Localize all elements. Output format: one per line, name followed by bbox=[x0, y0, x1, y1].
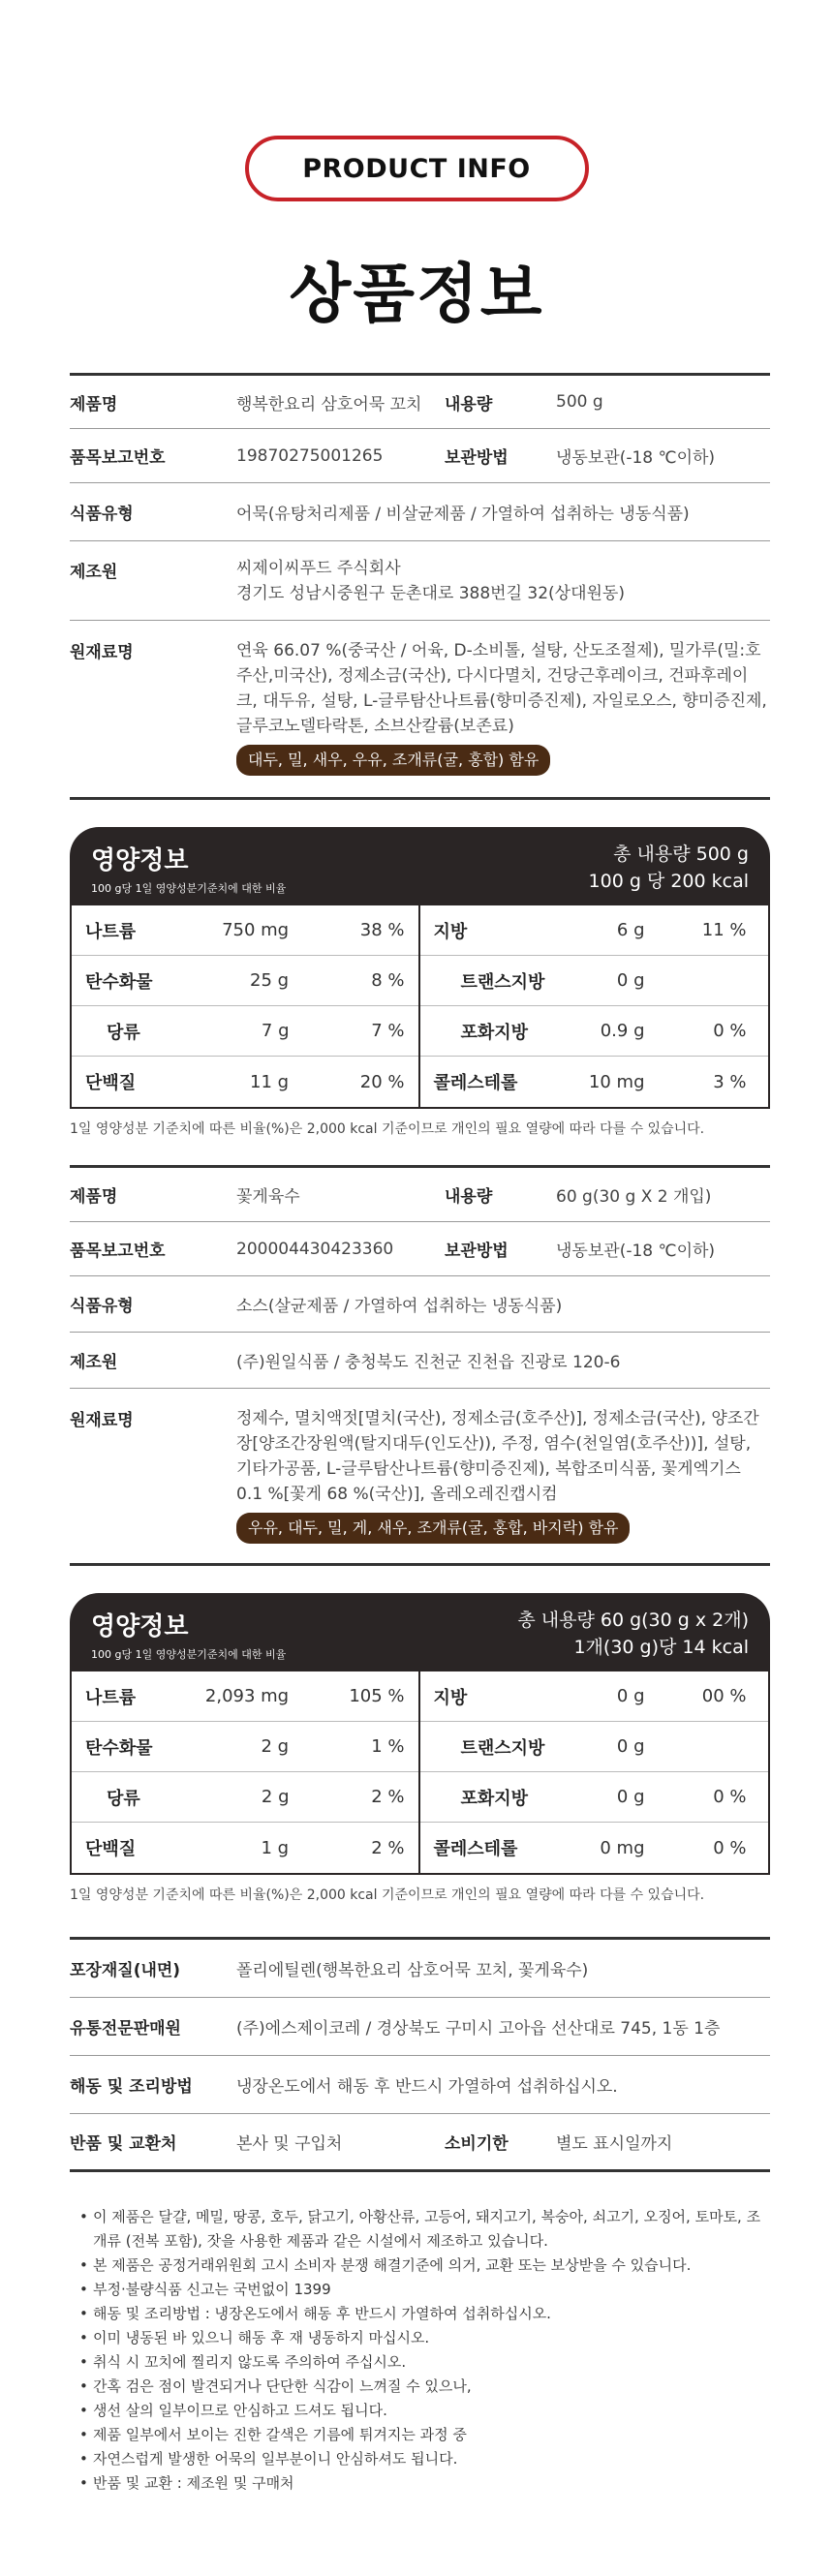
nutrient-pct: 2 % bbox=[371, 1787, 405, 1807]
nutrient-label: 트랜스지방 bbox=[460, 1737, 545, 1759]
product1-row-type bbox=[70, 483, 770, 541]
nutrient-pct: 105 % bbox=[349, 1686, 405, 1706]
nutrient-row bbox=[72, 905, 418, 956]
nutrient-row bbox=[72, 956, 418, 1006]
nutrient-value: 2 g bbox=[261, 1787, 290, 1807]
product1-row-report bbox=[70, 429, 770, 483]
label: 보관방법 bbox=[445, 1242, 509, 1261]
label: 제품명 bbox=[70, 394, 118, 414]
product2-row-ingredients bbox=[70, 1389, 770, 1566]
maker-name: 씨제이씨푸드 주식회사 bbox=[236, 558, 401, 578]
nutrient-pct: 8 % bbox=[371, 970, 405, 991]
food-type: 어묵(유탕처리제품 / 비살균제품 / 가열하여 섭취하는 냉동식품) bbox=[236, 505, 690, 524]
nutrient-row bbox=[420, 1772, 769, 1823]
allergen-badge: 우유, 대두, 밀, 게, 새우, 조개류(굴, 홍합, 바지락) 함유 bbox=[236, 1513, 630, 1544]
nutrient-value: 0 g bbox=[616, 970, 645, 991]
nutrient-value: 0 g bbox=[616, 1686, 645, 1706]
ingredients: 정제수, 멸치액젓[멸치(국산), 정제소금(호주산)], 정제소금(국산), 양조간장[양조간장원액(탈지대두(인도산)), 주정, 염수(천일염(호주산))], 설탕, 기타가공품, L-글루탐산나트륨(향미증진제), 복합조미식품, 꽃게엑기스 0.1 %[꽃게 68 %(국산)], 올레오레진캡시컴 bbox=[236, 1409, 759, 1504]
label: 반품 및 교환처 bbox=[70, 2134, 177, 2154]
return-place: 본사 및 구입처 bbox=[236, 2134, 343, 2154]
nutrient-pct: 20 % bbox=[359, 1071, 405, 1092]
nutrient-row bbox=[420, 1057, 769, 1107]
nutrient-label: 당류 bbox=[107, 1022, 140, 1043]
nutrient-value: 1 g bbox=[261, 1837, 290, 1858]
nutrition-footnote: 1일 영양성분 기준치에 따른 비율(%)은 2,000 kcal 기준이므로 개인의 필요 열량에 따라 다를 수 있습니다. bbox=[70, 1887, 705, 1903]
product2-row-maker bbox=[70, 1333, 770, 1389]
nutrient-pct: 11 % bbox=[701, 920, 747, 940]
nutrient-row bbox=[72, 1057, 418, 1107]
nutrition-header bbox=[70, 827, 770, 905]
nutrient-label: 단백질 bbox=[85, 1839, 137, 1859]
label: 식품유형 bbox=[70, 1297, 134, 1316]
page-title: 상품정보 bbox=[289, 257, 544, 331]
maker: (주)원일식품 / 충청북도 진천군 진천읍 진광로 120-6 bbox=[236, 1353, 621, 1372]
nutrient-row bbox=[420, 1722, 769, 1772]
nutrient-value: 2,093 mg bbox=[204, 1686, 290, 1706]
label: 품목보고번호 bbox=[70, 1242, 166, 1261]
label: 소비기한 bbox=[445, 2134, 509, 2154]
label: 보관방법 bbox=[445, 448, 509, 468]
nutrition-header bbox=[70, 1593, 770, 1671]
product1-table bbox=[70, 373, 770, 800]
note-item: • 제품 일부에서 보이는 진한 갈색은 기름에 튀겨지는 과정 중 bbox=[79, 2423, 770, 2447]
food-type: 소스(살균제품 / 가열하여 섭취하는 냉동식품) bbox=[236, 1297, 563, 1316]
nutrient-pct: 0 % bbox=[713, 1837, 747, 1858]
label: 포장재질(내면) bbox=[70, 1961, 181, 1980]
nutrient-row bbox=[72, 1671, 418, 1722]
maker bbox=[236, 556, 625, 606]
storage: 냉동보관(-18 ℃이하) bbox=[556, 1242, 716, 1261]
nutrient-value: 0 mg bbox=[600, 1837, 645, 1858]
label: 원재료명 bbox=[70, 643, 134, 662]
nutrient-row bbox=[72, 1772, 418, 1823]
nutrient-value: 10 mg bbox=[588, 1071, 645, 1092]
calories: 100 g 당 200 kcal bbox=[588, 871, 749, 892]
nutrient-value: 11 g bbox=[250, 1071, 290, 1092]
nutrient-pct: 0 % bbox=[713, 1021, 747, 1041]
volume: 60 g(30 g X 2 개입) bbox=[556, 1187, 712, 1207]
nutrition-subtitle: 100 g당 1일 영양성분기준치에 대한 비율 bbox=[91, 1648, 287, 1661]
label: 내용량 bbox=[445, 394, 493, 414]
storage: 냉동보관(-18 ℃이하) bbox=[556, 448, 716, 468]
label: 식품유형 bbox=[70, 505, 134, 524]
note-item: • 생선 살의 일부이므로 안심하고 드셔도 됩니다. bbox=[79, 2399, 770, 2423]
label: 품목보고번호 bbox=[70, 448, 166, 468]
nutrition-title: 영양정보 bbox=[91, 1612, 189, 1641]
label: 내용량 bbox=[445, 1187, 493, 1207]
product2-table bbox=[70, 1165, 770, 1566]
total-amount: 총 내용량 60 g(30 g x 2개) bbox=[517, 1610, 749, 1631]
nutrient-value: 0 g bbox=[616, 1736, 645, 1757]
nutrient-label: 포화지방 bbox=[460, 1788, 529, 1809]
nutrient-value: 750 mg bbox=[222, 920, 290, 940]
nutrient-row bbox=[72, 1722, 418, 1772]
note-item: • 본 제품은 공정거래위원회 고시 소비자 분쟁 해결기준에 의거, 교환 또는 보상받을 수 있습니다. bbox=[79, 2254, 770, 2278]
report-number: 19870275001265 bbox=[236, 445, 384, 466]
nutrition-panel-2 bbox=[70, 1593, 770, 1875]
nutrient-pct: 0 % bbox=[713, 1787, 747, 1807]
nutrient-label: 나트륨 bbox=[85, 1687, 137, 1708]
nutrient-label: 콜레스테롤 bbox=[433, 1839, 518, 1859]
nutrient-value: 6 g bbox=[616, 920, 645, 940]
nutrient-label: 탄수화물 bbox=[85, 1737, 153, 1759]
label: 원재료명 bbox=[70, 1411, 134, 1430]
note-item: • 부정·불량식품 신고는 국번없이 1399 bbox=[79, 2278, 770, 2302]
nutrient-label: 나트륨 bbox=[85, 921, 137, 942]
seller: (주)에스제이코레 / 경상북도 구미시 고아읍 선산대로 745, 1동 1층 bbox=[236, 2019, 721, 2039]
label: 제조원 bbox=[70, 1353, 118, 1372]
nutrition-grid bbox=[70, 1671, 770, 1875]
report-number: 200004430423360 bbox=[236, 1239, 394, 1259]
note-item: • 이 제품은 달걀, 메밀, 땅콩, 호두, 닭고기, 아황산류, 고등어, 돼지고기, 복숭아, 쇠고기, 오징어, 토마토, 조개류 (전복 포함), 잣을 사용한 제품과 같은 시설에서 제조하고 있습니다. bbox=[79, 2205, 770, 2254]
nutrient-value: 0.9 g bbox=[600, 1021, 645, 1041]
nutrient-pct: 1 % bbox=[371, 1736, 405, 1757]
product2-row-name bbox=[70, 1168, 770, 1222]
note-item: • 취식 시 꼬치에 찔리지 않도록 주의하여 주십시오. bbox=[79, 2350, 770, 2375]
nutrition-title: 영양정보 bbox=[91, 846, 189, 875]
nutrient-label: 지방 bbox=[433, 921, 468, 942]
nutrient-value: 7 g bbox=[261, 1021, 290, 1041]
note-item: • 이미 냉동된 바 있으니 해동 후 재 냉동하지 마십시오. bbox=[79, 2326, 770, 2350]
product2-row-report bbox=[70, 1222, 770, 1276]
allergen-badge: 대두, 밀, 새우, 우유, 조개류(굴, 홍합) 함유 bbox=[236, 745, 550, 776]
volume: 500 g bbox=[556, 392, 603, 412]
note-item: • 반품 및 교환 : 제조원 및 구매처 bbox=[79, 2471, 770, 2496]
note-item: • 해동 및 조리방법 : 냉장온도에서 해동 후 반드시 가열하여 섭취하십시오. bbox=[79, 2302, 770, 2326]
total-amount: 총 내용량 500 g bbox=[613, 843, 749, 865]
nutrient-pct: 00 % bbox=[701, 1686, 747, 1706]
label: 해동 및 조리방법 bbox=[70, 2077, 193, 2097]
expiry: 별도 표시일까지 bbox=[556, 2134, 673, 2154]
product1-row-maker bbox=[70, 541, 770, 621]
nutrition-panel-1 bbox=[70, 827, 770, 1109]
nutrient-row bbox=[420, 1006, 769, 1057]
nutrient-row bbox=[420, 905, 769, 956]
product-name: 꽃게육수 bbox=[236, 1187, 300, 1207]
note-item: • 간혹 검은 점이 발견되거나 단단한 식감이 느껴질 수 있으나, bbox=[79, 2375, 770, 2399]
nutrient-label: 탄수화물 bbox=[85, 971, 153, 993]
label: 유통전문판매원 bbox=[70, 2019, 181, 2039]
packaging: 폴리에틸렌(행복한요리 삼호어묵 꼬치, 꽃게육수) bbox=[236, 1961, 589, 1980]
nutrient-label: 단백질 bbox=[85, 1073, 137, 1093]
nutrient-pct: 38 % bbox=[359, 920, 405, 940]
nutrient-row bbox=[420, 1823, 769, 1873]
thaw-row bbox=[70, 2056, 770, 2114]
seller-row bbox=[70, 1998, 770, 2056]
product-info-badge: PRODUCT INFO bbox=[245, 136, 589, 201]
packaging-row bbox=[70, 1940, 770, 1998]
ingredients: 연육 66.07 %(중국산 / 어육, D-소비톨, 설탕, 산도조절제), 밀가루(밀:호주산,미국산), 정제소금(국산), 다시다멸치, 건당근후레이크, 건파후레이크, 대두유, 설탕, L-글루탐산나트륨(향미증진제), 자일로오스, 향미증진제, 글루코노델타락톤, 소브산칼륨(보존료) bbox=[236, 641, 767, 736]
nutrient-label: 포화지방 bbox=[460, 1022, 529, 1043]
nutrition-footnote: 1일 영양성분 기준치에 따른 비율(%)은 2,000 kcal 기준이므로 개인의 필요 열량에 따라 다를 수 있습니다. bbox=[70, 1121, 705, 1137]
product2-row-type bbox=[70, 1276, 770, 1333]
nutrient-row bbox=[72, 1823, 418, 1873]
nutrient-value: 0 g bbox=[616, 1787, 645, 1807]
thaw-method: 냉장온도에서 해동 후 반드시 가열하여 섭취하십시오. bbox=[236, 2077, 618, 2097]
note-item: • 자연스럽게 발생한 어묵의 일부분이니 안심하셔도 됩니다. bbox=[79, 2447, 770, 2471]
maker-address: 경기도 성남시중원구 둔촌대로 388번길 32(상대원동) bbox=[236, 583, 625, 603]
calories: 1개(30 g)당 14 kcal bbox=[573, 1637, 749, 1658]
nutrient-label: 지방 bbox=[433, 1687, 468, 1708]
nutrient-value: 25 g bbox=[250, 970, 290, 991]
label: 제조원 bbox=[70, 563, 118, 582]
nutrient-label: 트랜스지방 bbox=[460, 971, 545, 993]
nutrient-pct: 2 % bbox=[371, 1837, 405, 1858]
nutrition-subtitle: 100 g당 1일 영양성분기준치에 대한 비율 bbox=[91, 882, 287, 895]
product1-row-ingredients bbox=[70, 621, 770, 800]
ingredients-block bbox=[236, 1406, 769, 1544]
nutrient-pct: 7 % bbox=[371, 1021, 405, 1041]
nutrient-label: 콜레스테롤 bbox=[433, 1073, 518, 1093]
nutrition-grid bbox=[70, 905, 770, 1109]
product1-row-name bbox=[70, 376, 770, 429]
return-row bbox=[70, 2114, 770, 2172]
nutrient-row bbox=[420, 956, 769, 1006]
nutrient-pct: 3 % bbox=[713, 1071, 747, 1092]
common-info-table bbox=[70, 1937, 770, 2172]
label: 제품명 bbox=[70, 1187, 118, 1207]
nutrient-label: 당류 bbox=[107, 1788, 140, 1809]
nutrient-value: 2 g bbox=[261, 1736, 290, 1757]
notes-list bbox=[79, 2205, 770, 2496]
nutrient-row bbox=[420, 1671, 769, 1722]
ingredients-block bbox=[236, 638, 769, 776]
product-name: 행복한요리 삼호어묵 꼬치 bbox=[236, 394, 422, 414]
nutrient-row bbox=[72, 1006, 418, 1057]
